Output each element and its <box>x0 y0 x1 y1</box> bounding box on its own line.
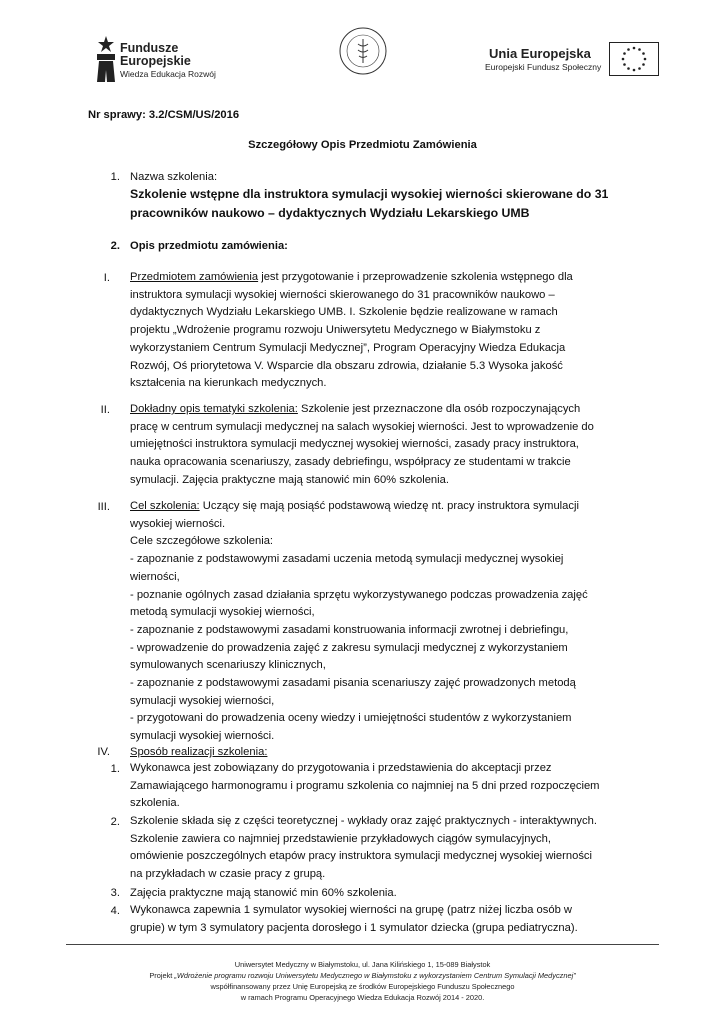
eu-name: Unia Europejska <box>489 46 591 61</box>
training-title-line1: Szkolenie wstępne dla instruktora symulacji wysokiej wierności skierowane do 31 <box>130 187 609 201</box>
paragraph-1-heading: Przedmiotem zamówienia <box>130 271 259 283</box>
fe-logo-line3: Wiedza Edukacja Rozwój <box>120 69 216 79</box>
paragraph-1-text: Przedmiotem zamówienia jest przygotowanie i przeprowadzenie szkolenia wstępnego dla instruktora symulacji wysokiej wierności skierowanego do 31 pracowników naukowo – dydaktycznych Wydziału Lekarskiego UMB. I. Szkolenie będzie realizowane w ramach projektu „Wdrożenie programu rozwoju Uniwersytetu Medycznego w Białymstoku z wykorzystaniem Centrum Symulacji Medycznej”, Program Operacyjny Wiedza Edukacja Rozwój, Oś priorytetowa V. Wsparcie dla obszaru zdrowia, działanie 5.3 Wysoka jakość kształcenia na kierunkach medycznych. <box>130 271 573 390</box>
footer-divider <box>66 944 659 945</box>
list-item-1-number: 1. <box>110 763 120 775</box>
footer-project: Projekt „Wdrożenie programu rozwoju Uniwersytetu Medycznego w Białymstoku z wykorzystaniem Centrum Symulacji Medycznej” <box>149 971 576 980</box>
fe-logo-line1: Fundusze <box>120 41 179 55</box>
paragraph-3-heading: Cel szkolenia: <box>130 500 200 512</box>
seal-emblem-icon <box>338 26 388 76</box>
eu-flag-icon <box>609 42 659 76</box>
document-title: Szczegółowy Opis Przedmiotu Zamówienia <box>248 139 477 151</box>
section-2-label: Opis przedmiotu zamówienia: <box>130 240 288 252</box>
paragraph-2-text: Dokładny opis tematyki szkolenia: Szkolenie jest przeznaczone dla osób rozpoczynających pracę w centrum symulacji medycznej na salach wysokiej wierności. Jest to wprowadzenie do umiejętności instruktora symulacji medycznej wysokiej wierności, zasady pracy instruktora, nauka opracowania scenariuszy, zasady debriefingu, współpracy ze studentami w trakcie symulacji. Zajęcia praktyczne mają stanowić min 60% szkolenia. <box>130 403 594 486</box>
fundusze-europejskie-logo <box>93 34 243 88</box>
paragraph-3-text: Cel szkolenia: Uczący się mają posiąść podstawową wiedzę nt. pracy instruktora symulacji wysokiej wierności. Cele szczegółowe szkolenia: - zapoznanie z podstawowymi zasadami uczenia metodą symulacji medycznej wysokiej wierności, - poznanie ogólnych zasad działania sprzętu wykorzystywanego podczas prowadzenia zajęć metodą symulacji wysokiej wierności, - zapoznanie z podstawowymi zasadami konstruowania informacji zwrotnej i debriefingu, - wprowadzenie do prowadzenia zajęć z zakresu symulacji medycznej z wykorzystaniem symulowanych scenariuszy klinicznych, - zapoznanie z podstawowymi zasadami pisania scenariuszy zajęć prowadzonych metodą symulacji wysokiej wierności, - przygotowani do prowadzenia oceny wiedzy i umiejętności studentów z wykorzystaniem symulacji wysokiej wierności. <box>130 500 588 743</box>
case-number: Nr sprawy: 3.2/CSM/US/2016 <box>88 109 240 121</box>
university-seal <box>338 26 388 76</box>
training-title-line2: pracowników naukowo – dydaktycznych Wydziału Lekarskiego UMB <box>130 206 530 220</box>
list-item-3-text: Zajęcia praktyczne mają stanowić min 60% szkolenia. <box>130 887 397 899</box>
paragraph-2-number: II. <box>100 404 110 416</box>
footer-program: w ramach Programu Operacyjnego Wiedza Edukacja Rozwój 2014 - 2020. <box>240 993 485 1002</box>
list-item-1-text: Wykonawca jest zobowiązany do przygotowania i przedstawienia do akceptacji przez Zamawiającego harmonogramu i programu szkolenia co najmniej na 5 dni przed rozpoczęciem szkolenia. <box>130 762 600 810</box>
eu-fund-name: Europejski Fundusz Społeczny <box>485 62 602 72</box>
list-item-2-text: Szkolenie składa się z części teoretycznej - wykłady oraz zajęć praktycznych - interaktywnych. Szkolenie zawiera co najmniej przedstawienie przykładowych ciągów symulacyjnych, omówienie poszczególnych etapów pracy instruktora symulacji medycznej wysokiej wierności na przykładach w czasie pracy z grupą. <box>130 815 597 881</box>
list-item-2-number: 2. <box>110 816 120 828</box>
page-footer <box>0 959 725 1003</box>
paragraph-4-heading: Sposób realizacji szkolenia: <box>130 746 268 758</box>
footer-cofinancing: współfinansowany przez Unię Europejską ze środków Europejskiego Funduszu Społecznego <box>210 982 515 991</box>
section-1-number: 1. <box>110 171 120 183</box>
fe-star-figure-icon <box>93 34 119 84</box>
list-item-4-text: Wykonawca zapewnia 1 symulator wysokiej wierności na grupę (patrz niżej liczba osób w grupie) w tym 3 symulatory pacjenta dorosłego i 1 symulator dziecka (grupa pediatryczna). <box>130 904 578 934</box>
section-1-label: Nazwa szkolenia: <box>130 171 218 183</box>
section-2-number: 2. <box>110 240 120 252</box>
list-item-3-number: 3. <box>110 887 120 899</box>
paragraph-2-heading: Dokładny opis tematyki szkolenia: <box>130 403 298 415</box>
fe-logo-line2: Europejskie <box>120 54 191 68</box>
paragraph-3-number: III. <box>97 501 110 513</box>
paragraph-1-number: I. <box>103 272 110 284</box>
paragraph-4-number: IV. <box>97 746 110 758</box>
list-item-4-number: 4. <box>110 905 120 917</box>
footer-address: Uniwersytet Medyczny w Białymstoku, ul. Jana Kilińskiego 1, 15-089 Białystok <box>234 960 491 969</box>
